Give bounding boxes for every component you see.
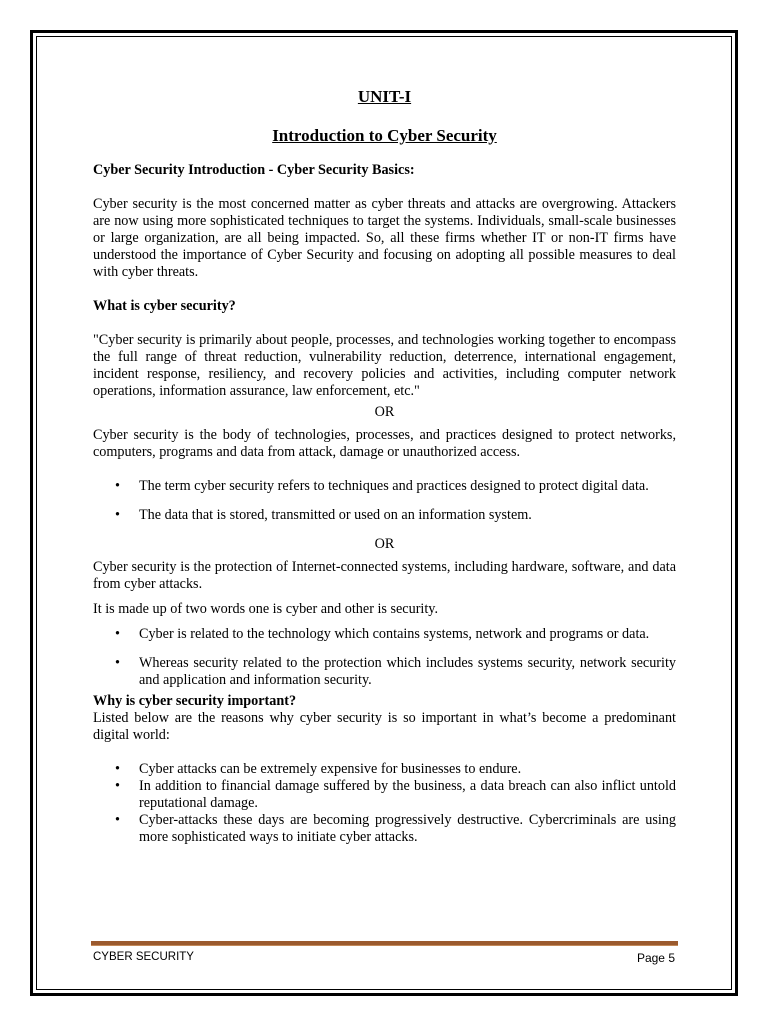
definition-paragraph-2: Cyber security is the body of technologies, processes, and practices designed to protect networks, computers, programs and data from attack, damage or unauthorized access. bbox=[93, 427, 676, 460]
footer-title: CYBER SECURITY bbox=[93, 951, 194, 963]
section1-heading: Cyber Security Introduction - Cyber Security Basics: bbox=[93, 162, 415, 178]
list-item: • Cyber is related to the technology which contains systems, network and programs or data. bbox=[115, 626, 650, 642]
section2-heading: What is cyber security? bbox=[93, 298, 236, 314]
or-separator-2: OR bbox=[374, 536, 395, 552]
definition-paragraph-3: Cyber security is the protection of Internet-connected systems, including hardware, software, and data from cyber attacks. bbox=[93, 559, 676, 592]
list-item: • In addition to financial damage suffered by the business, a data breach can also inflict untold reputational damage. bbox=[115, 778, 676, 811]
definition-quote: "Cyber security is primarily about people, processes, and technologies working together to encompass the full range of threat reduction, vulnerability reduction, deterrence, international engagement, incident response, resiliency, and recovery policies and activities, including computer network operations, information assurance, law enforcement, etc." bbox=[93, 332, 676, 399]
footer-divider bbox=[91, 941, 678, 946]
list-item: • Whereas security related to the protection which includes systems security, network security and application and information security. bbox=[115, 655, 676, 688]
bullet-icon: • bbox=[115, 761, 120, 777]
bullet-icon: • bbox=[115, 626, 120, 642]
section3-paragraph: Listed below are the reasons why cyber security is so important in what’s become a predominant digital world: bbox=[93, 710, 676, 743]
list-item: • The term cyber security refers to techniques and practices designed to protect digital data. bbox=[115, 478, 649, 494]
bullet-icon: • bbox=[115, 478, 120, 494]
or-separator-1: OR bbox=[374, 404, 395, 420]
bullet-icon: • bbox=[115, 507, 120, 523]
list-item: • Cyber-attacks these days are becoming progressively destructive. Cybercriminals are using more sophisticated ways to initiate cyber attacks. bbox=[115, 812, 676, 845]
bullet-list-2 bbox=[93, 626, 676, 689]
list-item: • The data that is stored, transmitted or used on an information system. bbox=[115, 507, 532, 523]
bullet-icon: • bbox=[115, 812, 120, 828]
definition-paragraph-4: It is made up of two words one is cyber and other is security. bbox=[93, 601, 439, 617]
section3-heading: Why is cyber security important? bbox=[93, 693, 297, 709]
bullet-icon: • bbox=[115, 655, 120, 671]
main-title: Introduction to Cyber Security bbox=[272, 126, 497, 145]
page-number: Page 5 bbox=[636, 951, 675, 965]
section1-paragraph: Cyber security is the most concerned matter as cyber threats and attacks are overgrowing. Attackers are now using more sophisticated techniques to target the systems. Individuals, small-scale businesses or large organization, are all being impacted. So, all these firms whether IT or non-IT firms have understood the importance of Cyber Security and focusing on adopting all possible measures to deal with cyber threats. bbox=[93, 196, 676, 280]
bullet-list-3 bbox=[93, 761, 676, 846]
bullet-list-1 bbox=[93, 478, 676, 524]
document-content bbox=[93, 88, 676, 846]
bullet-icon: • bbox=[115, 778, 120, 794]
unit-title: UNIT-I bbox=[357, 87, 412, 106]
list-item: • Cyber attacks can be extremely expensive for businesses to endure. bbox=[115, 761, 522, 777]
